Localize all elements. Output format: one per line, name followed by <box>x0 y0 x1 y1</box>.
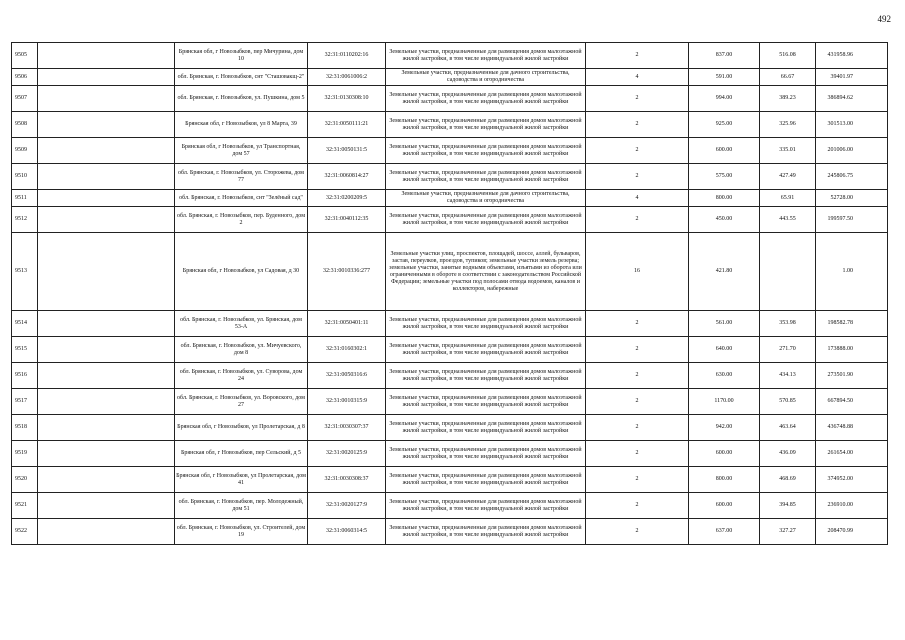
row-number-cell: 9512 <box>12 207 38 233</box>
table-row <box>12 43 888 69</box>
empty-cell <box>38 467 175 493</box>
cadastral-value-cell: 39401.97 <box>816 69 888 86</box>
row-number-cell: 9508 <box>12 112 38 138</box>
land-use-cell: Земельные участки улиц, проспектов, площадей, шоссе, аллей, бульваров, застав, переулков, проездов, тупиков; земельные участки земель резерва; земельные участки, занятые водными объектами, изъятыми из оборота или ограниченными в обороте в соответствии с законодательством Российской Федерации; земельные участки под полосами отвода водоемов, каналов и коллекторов, набережные <box>386 233 586 311</box>
cadastral-number-cell: 32:31:0040112:35 <box>308 207 386 233</box>
cadastral-value-cell: 667894.50 <box>816 389 888 415</box>
empty-cell <box>38 86 175 112</box>
cadastral-value-cell: 301513.00 <box>816 112 888 138</box>
specific-value-cell: 443.55 <box>760 207 816 233</box>
cadastral-number-cell: 32:31:0061006:2 <box>308 69 386 86</box>
land-use-cell: Земельные участки, предназначенные для размещения домов малоэтажной жилой застройки, в том числе индивидуальной жилой застройки <box>386 389 586 415</box>
use-group-cell: 2 <box>586 467 689 493</box>
area-cell: 575.00 <box>689 164 760 190</box>
cadastral-value-cell: 273501.90 <box>816 363 888 389</box>
row-number-cell: 9521 <box>12 493 38 519</box>
row-number-cell: 9506 <box>12 69 38 86</box>
use-group-cell: 2 <box>586 138 689 164</box>
row-number-cell: 9514 <box>12 311 38 337</box>
cadastral-value-cell: 245806.75 <box>816 164 888 190</box>
table-row <box>12 233 888 311</box>
cadastral-number-cell: 32:31:0010315:9 <box>308 389 386 415</box>
use-group-cell: 2 <box>586 207 689 233</box>
table-row <box>12 164 888 190</box>
table-row <box>12 69 888 86</box>
empty-cell <box>38 69 175 86</box>
address-cell: обл. Брянская, г. Новозыбков, ул. Воровского, дом 27 <box>175 389 308 415</box>
use-group-cell: 2 <box>586 415 689 441</box>
empty-cell <box>38 207 175 233</box>
cadastral-number-cell: 32:31:0110202:16 <box>308 43 386 69</box>
cadastral-number-cell: 32:31:0060814:27 <box>308 164 386 190</box>
use-group-cell: 4 <box>586 190 689 207</box>
address-cell: обл. Брянская, г. Новозыбков, снт "Зелёный сад" <box>175 190 308 207</box>
empty-cell <box>38 493 175 519</box>
row-number-cell: 9522 <box>12 519 38 545</box>
use-group-cell: 16 <box>586 233 689 311</box>
land-use-cell: Земельные участки, предназначенные для размещения домов малоэтажной жилой застройки, в том числе индивидуальной жилой застройки <box>386 138 586 164</box>
cadastral-number-cell: 32:31:0050131:5 <box>308 138 386 164</box>
table-row <box>12 441 888 467</box>
address-cell: Брянская обл, г Новозыбков, ул Садовая, д 30 <box>175 233 308 311</box>
table-row <box>12 363 888 389</box>
table-row <box>12 337 888 363</box>
address-cell: обл. Брянская, г. Новозыбков, ул. Сторожева, дом 77 <box>175 164 308 190</box>
table-body <box>12 43 888 545</box>
row-number-cell: 9507 <box>12 86 38 112</box>
land-use-cell: Земельные участки, предназначенные для размещения домов малоэтажной жилой застройки, в том числе индивидуальной жилой застройки <box>386 415 586 441</box>
table-row <box>12 138 888 164</box>
area-cell: 800.00 <box>689 467 760 493</box>
address-cell: обл. Брянская, г. Новозыбков, ул. Брянская, дом 53-А <box>175 311 308 337</box>
cadastral-number-cell: 32:31:0060314:5 <box>308 519 386 545</box>
row-number-cell: 9519 <box>12 441 38 467</box>
cadastral-value-cell: 374952.00 <box>816 467 888 493</box>
specific-value-cell: 468.69 <box>760 467 816 493</box>
land-use-cell: Земельные участки, предназначенные для размещения домов малоэтажной жилой застройки, в том числе индивидуальной жилой застройки <box>386 112 586 138</box>
cadastral-number-cell: 32:31:0030308:37 <box>308 467 386 493</box>
land-use-cell: Земельные участки, предназначенные для размещения домов малоэтажной жилой застройки, в том числе индивидуальной жилой застройки <box>386 164 586 190</box>
land-use-cell: Земельные участки, предназначенные для размещения домов малоэтажной жилой застройки, в том числе индивидуальной жилой застройки <box>386 207 586 233</box>
land-use-cell: Земельные участки, предназначенные для дачного строительства, садоводства и огородничества <box>386 190 586 207</box>
address-cell: обл. Брянская, г. Новозыбков, пер. Молодежный, дом 51 <box>175 493 308 519</box>
row-number-cell: 9516 <box>12 363 38 389</box>
cadastral-value-cell: 386894.62 <box>816 86 888 112</box>
specific-value-cell: 436.09 <box>760 441 816 467</box>
row-number-cell: 9520 <box>12 467 38 493</box>
land-use-cell: Земельные участки, предназначенные для размещения домов малоэтажной жилой застройки, в том числе индивидуальной жилой застройки <box>386 311 586 337</box>
specific-value-cell: 427.49 <box>760 164 816 190</box>
cadastral-value-table <box>11 42 888 545</box>
empty-cell <box>38 311 175 337</box>
address-cell: Брянская обл, г Новозыбков, ул Пролетарская, дом 41 <box>175 467 308 493</box>
specific-value-cell: 353.98 <box>760 311 816 337</box>
cadastral-number-cell: 32:31:0130308:10 <box>308 86 386 112</box>
empty-cell <box>38 138 175 164</box>
row-number-cell: 9505 <box>12 43 38 69</box>
specific-value-cell <box>760 233 816 311</box>
cadastral-number-cell: 32:31:0050111:21 <box>308 112 386 138</box>
address-cell: Брянская обл, г Новозыбков, пер Сельский, д 5 <box>175 441 308 467</box>
address-cell: обл. Брянская, г. Новозыбков, ул. Суворова, дом 24 <box>175 363 308 389</box>
cadastral-number-cell: 32:31:0200209:5 <box>308 190 386 207</box>
row-number-cell: 9518 <box>12 415 38 441</box>
use-group-cell: 2 <box>586 493 689 519</box>
area-cell: 421.80 <box>689 233 760 311</box>
empty-cell <box>38 233 175 311</box>
cadastral-number-cell: 32:31:0030307:37 <box>308 415 386 441</box>
table-row <box>12 311 888 337</box>
area-cell: 600.00 <box>689 441 760 467</box>
empty-cell <box>38 43 175 69</box>
empty-cell <box>38 441 175 467</box>
land-use-cell: Земельные участки, предназначенные для размещения домов малоэтажной жилой застройки, в том числе индивидуальной жилой застройки <box>386 86 586 112</box>
area-cell: 600.00 <box>689 493 760 519</box>
land-use-cell: Земельные участки, предназначенные для дачного строительства, садоводства и огородничества <box>386 69 586 86</box>
table-row <box>12 207 888 233</box>
address-cell: Брянская обл, г Новозыбков, ул 8 Марта, 39 <box>175 112 308 138</box>
use-group-cell: 2 <box>586 112 689 138</box>
use-group-cell: 2 <box>586 519 689 545</box>
specific-value-cell: 65.91 <box>760 190 816 207</box>
empty-cell <box>38 164 175 190</box>
cadastral-value-cell: 173888.00 <box>816 337 888 363</box>
land-use-cell: Земельные участки, предназначенные для размещения домов малоэтажной жилой застройки, в том числе индивидуальной жилой застройки <box>386 441 586 467</box>
specific-value-cell: 516.08 <box>760 43 816 69</box>
land-use-cell: Земельные участки, предназначенные для размещения домов малоэтажной жилой застройки, в том числе индивидуальной жилой застройки <box>386 43 586 69</box>
area-cell: 800.00 <box>689 190 760 207</box>
specific-value-cell: 463.64 <box>760 415 816 441</box>
use-group-cell: 2 <box>586 363 689 389</box>
empty-cell <box>38 112 175 138</box>
table-row <box>12 415 888 441</box>
table-row <box>12 86 888 112</box>
cadastral-value-cell: 52728.00 <box>816 190 888 207</box>
cadastral-value-cell: 198582.78 <box>816 311 888 337</box>
area-cell: 561.00 <box>689 311 760 337</box>
address-cell: обл. Брянская, г. Новозыбков, ул. Строителей, дом 19 <box>175 519 308 545</box>
empty-cell <box>38 519 175 545</box>
area-cell: 994.00 <box>689 86 760 112</box>
use-group-cell: 4 <box>586 69 689 86</box>
empty-cell <box>38 415 175 441</box>
land-use-cell: Земельные участки, предназначенные для размещения домов малоэтажной жилой застройки, в том числе индивидуальной жилой застройки <box>386 337 586 363</box>
use-group-cell: 2 <box>586 43 689 69</box>
row-number-cell: 9511 <box>12 190 38 207</box>
cadastral-value-cell: 1.00 <box>816 233 888 311</box>
row-number-cell: 9510 <box>12 164 38 190</box>
cadastral-value-cell: 436748.88 <box>816 415 888 441</box>
cadastral-value-cell: 261654.00 <box>816 441 888 467</box>
use-group-cell: 2 <box>586 311 689 337</box>
table-row <box>12 190 888 207</box>
table-row <box>12 519 888 545</box>
address-cell: обл. Брянская, г. Новозыбков, снт "Сташовакщ-2" <box>175 69 308 86</box>
cadastral-value-cell: 201006.00 <box>816 138 888 164</box>
address-cell: Брянская обл, г Новозыбков, ул Транспортная, дом 57 <box>175 138 308 164</box>
area-cell: 925.00 <box>689 112 760 138</box>
area-cell: 837.00 <box>689 43 760 69</box>
area-cell: 942.00 <box>689 415 760 441</box>
empty-cell <box>38 337 175 363</box>
land-use-cell: Земельные участки, предназначенные для размещения домов малоэтажной жилой застройки, в том числе индивидуальной жилой застройки <box>386 519 586 545</box>
cadastral-value-cell: 236910.00 <box>816 493 888 519</box>
address-cell: обл. Брянская, г. Новозыбков, ул. Пушкина, дом 5 <box>175 86 308 112</box>
specific-value-cell: 325.96 <box>760 112 816 138</box>
table-row <box>12 112 888 138</box>
cadastral-number-cell: 32:31:0160302:1 <box>308 337 386 363</box>
area-cell: 637.00 <box>689 519 760 545</box>
table-row <box>12 467 888 493</box>
use-group-cell: 2 <box>586 164 689 190</box>
area-cell: 600.00 <box>689 138 760 164</box>
land-use-cell: Земельные участки, предназначенные для размещения домов малоэтажной жилой застройки, в том числе индивидуальной жилой застройки <box>386 493 586 519</box>
cadastral-number-cell: 32:31:0020127:9 <box>308 493 386 519</box>
empty-cell <box>38 389 175 415</box>
specific-value-cell: 394.85 <box>760 493 816 519</box>
use-group-cell: 2 <box>586 441 689 467</box>
cadastral-value-cell: 431958.96 <box>816 43 888 69</box>
cadastral-value-cell: 208470.99 <box>816 519 888 545</box>
cadastral-number-cell: 32:31:0010336:277 <box>308 233 386 311</box>
area-cell: 450.00 <box>689 207 760 233</box>
cadastral-number-cell: 32:31:0050401:11 <box>308 311 386 337</box>
area-cell: 640.00 <box>689 337 760 363</box>
specific-value-cell: 66.67 <box>760 69 816 86</box>
land-use-cell: Земельные участки, предназначенные для размещения домов малоэтажной жилой застройки, в том числе индивидуальной жилой застройки <box>386 363 586 389</box>
empty-cell <box>38 363 175 389</box>
address-cell: обл. Брянская, г. Новозыбков, ул. Мичуевского, дом 8 <box>175 337 308 363</box>
cadastral-value-cell: 199597.50 <box>816 207 888 233</box>
specific-value-cell: 327.27 <box>760 519 816 545</box>
row-number-cell: 9513 <box>12 233 38 311</box>
address-cell: обл. Брянская, г. Новозыбков, пер. Буденного, дом 2 <box>175 207 308 233</box>
cadastral-number-cell: 32:31:0020125:9 <box>308 441 386 467</box>
specific-value-cell: 570.85 <box>760 389 816 415</box>
use-group-cell: 2 <box>586 337 689 363</box>
cadastral-number-cell: 32:31:0050316:6 <box>308 363 386 389</box>
area-cell: 591.00 <box>689 69 760 86</box>
specific-value-cell: 389.23 <box>760 86 816 112</box>
specific-value-cell: 434.13 <box>760 363 816 389</box>
row-number-cell: 9509 <box>12 138 38 164</box>
table-row <box>12 389 888 415</box>
address-cell: Брянская обл, г Новозыбков, ул Пролетарская, д 8 <box>175 415 308 441</box>
land-use-cell: Земельные участки, предназначенные для размещения домов малоэтажной жилой застройки, в том числе индивидуальной жилой застройки <box>386 467 586 493</box>
address-cell: Брянская обл, г Новозыбков, пер Мичурина, дом 10 <box>175 43 308 69</box>
row-number-cell: 9515 <box>12 337 38 363</box>
use-group-cell: 2 <box>586 86 689 112</box>
area-cell: 1170.00 <box>689 389 760 415</box>
specific-value-cell: 271.70 <box>760 337 816 363</box>
area-cell: 630.00 <box>689 363 760 389</box>
row-number-cell: 9517 <box>12 389 38 415</box>
use-group-cell: 2 <box>586 389 689 415</box>
table-row <box>12 493 888 519</box>
empty-cell <box>38 190 175 207</box>
specific-value-cell: 335.01 <box>760 138 816 164</box>
page-number: 492 <box>877 14 891 24</box>
